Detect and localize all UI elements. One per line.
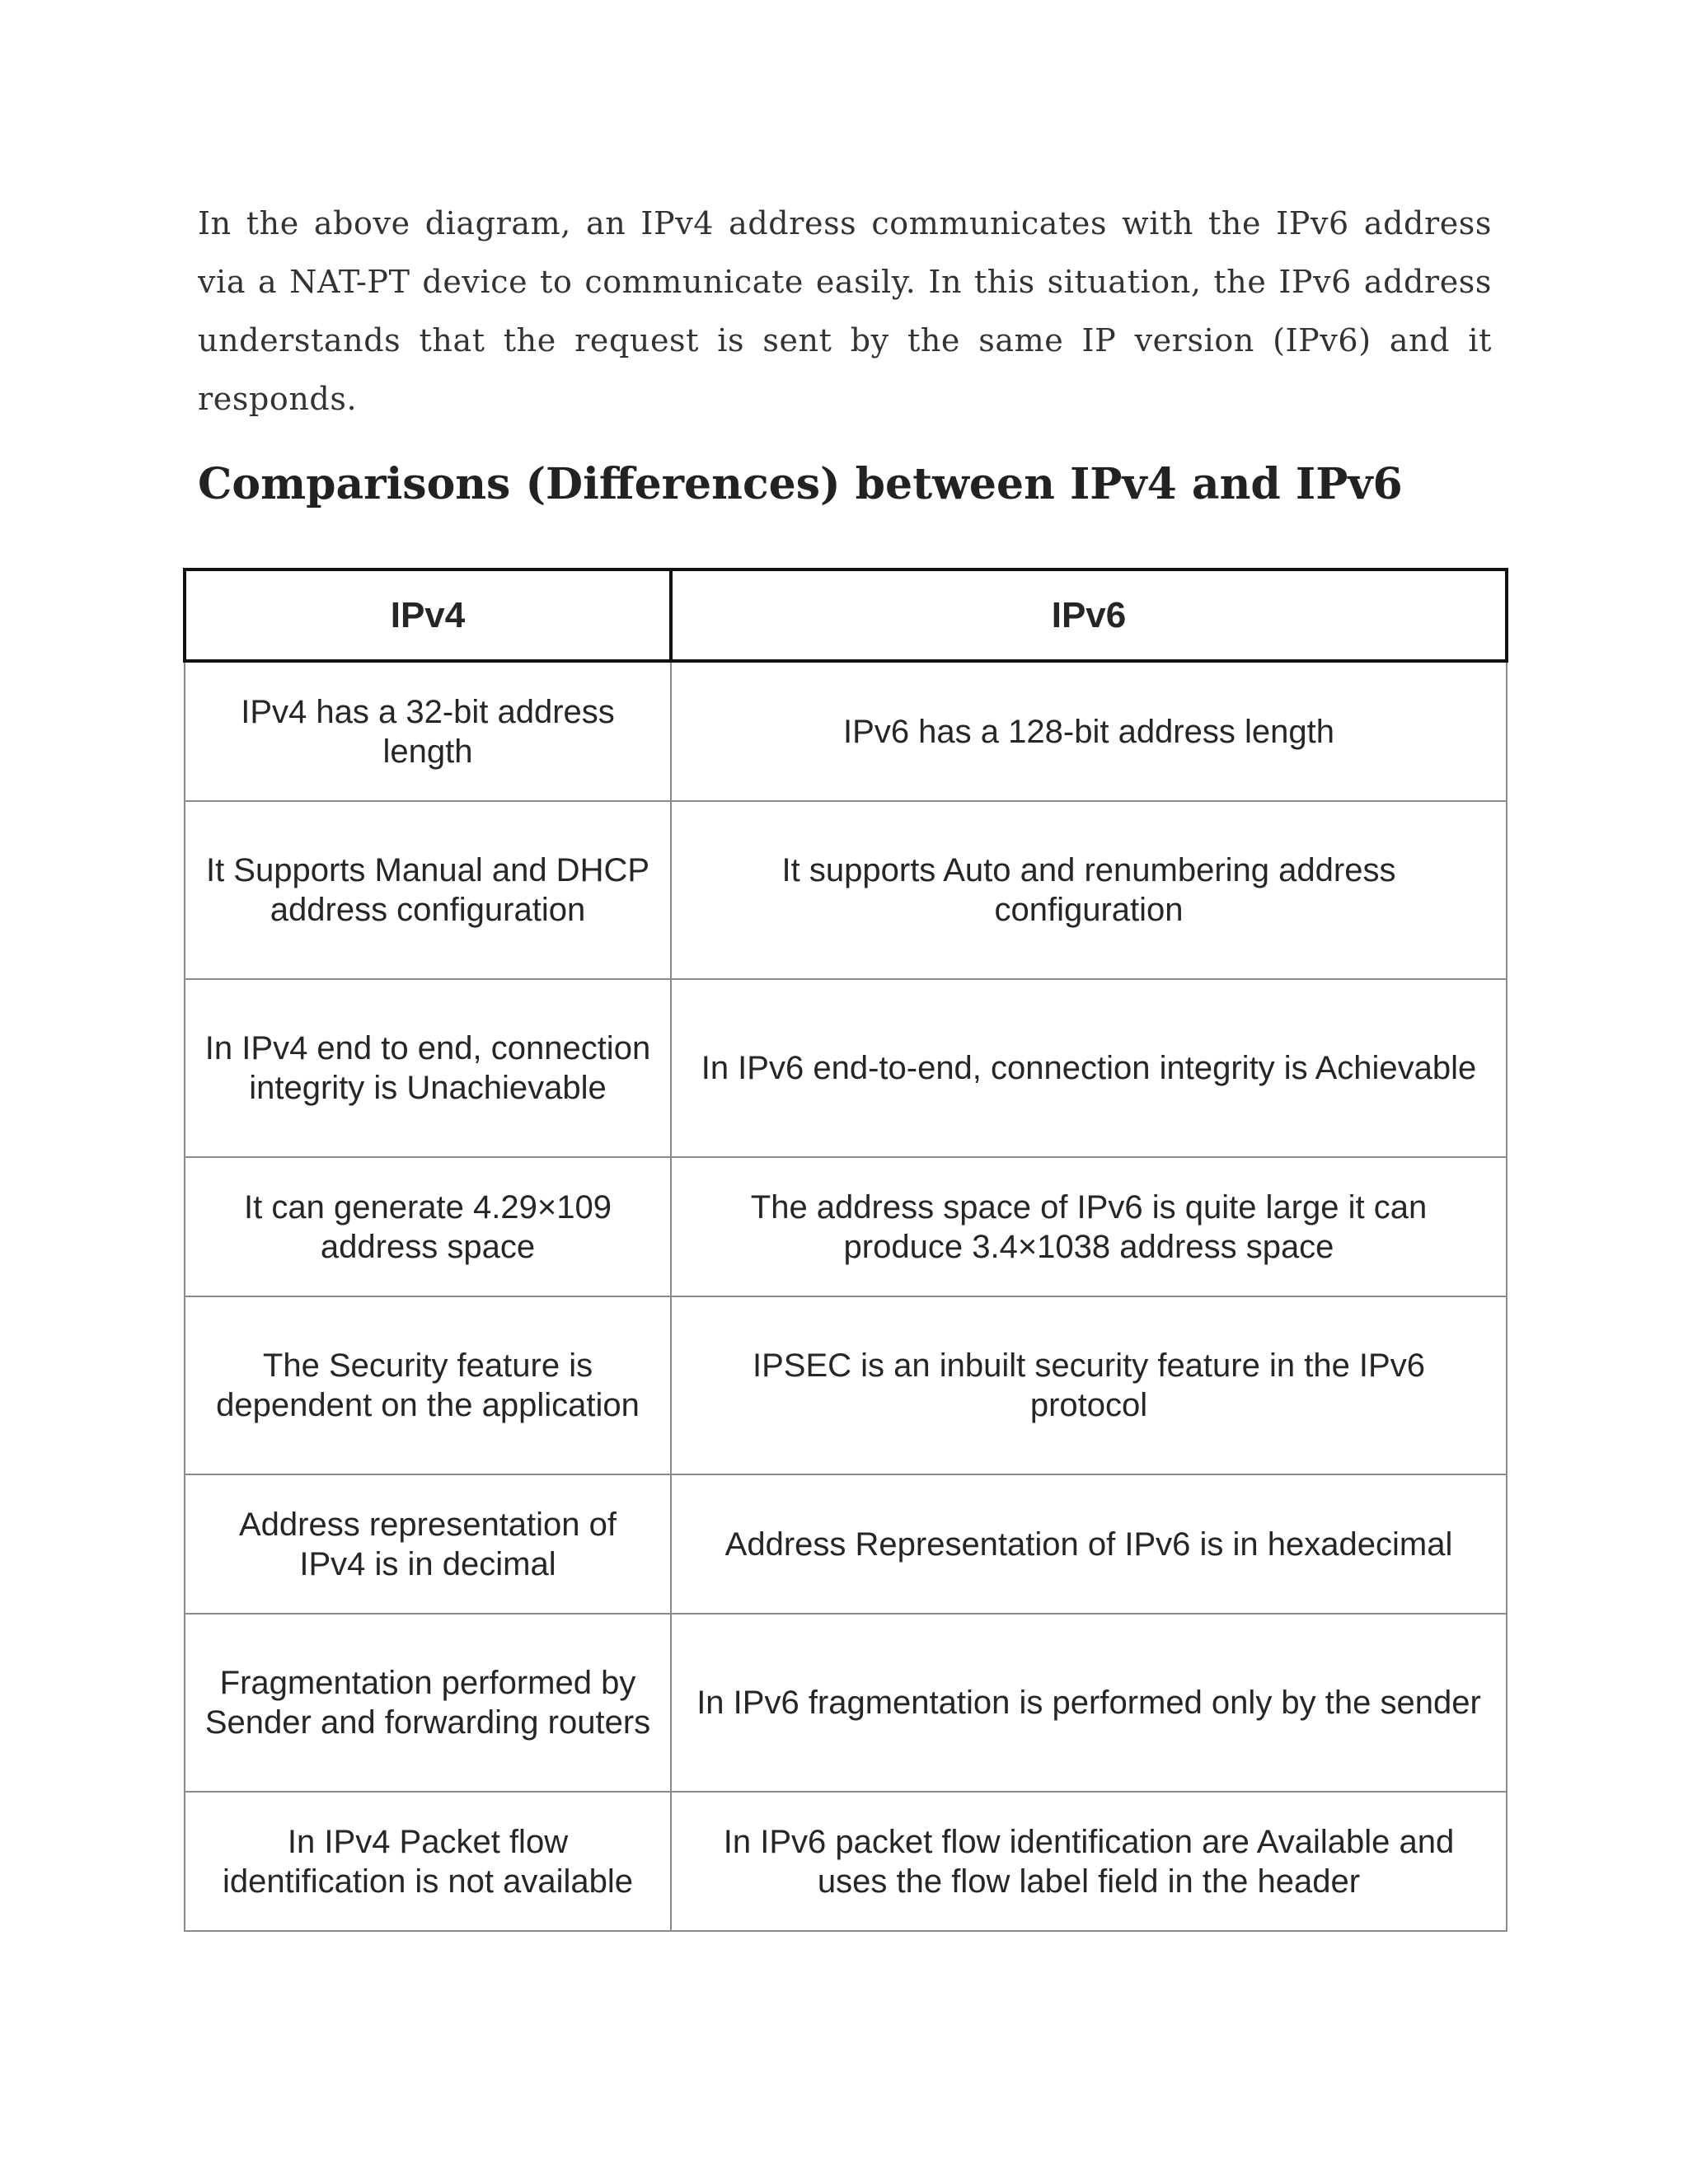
section-heading: Comparisons (Differences) between IPv4 and IPv6 — [198, 459, 1403, 509]
table-row — [185, 1157, 1507, 1296]
ipv4-cell: Fragmentation performed by Sender and forwarding routers — [185, 1614, 671, 1792]
ipv6-cell: IPv6 has a 128-bit address length — [671, 661, 1507, 801]
table-row — [185, 1792, 1507, 1931]
table-row — [185, 801, 1507, 979]
ipv6-cell: In IPv6 end-to-end, connection integrity is Achievable — [671, 979, 1507, 1157]
ipv6-cell: Address Representation of IPv6 is in hexadecimal — [671, 1474, 1507, 1614]
ipv4-cell: In IPv4 end to end, connection integrity is Unachievable — [185, 979, 671, 1157]
ipv6-cell: It supports Auto and renumbering address configuration — [671, 801, 1507, 979]
table-row — [185, 979, 1507, 1157]
ipv6-cell: In IPv6 packet flow identification are Available and uses the flow label field in the header — [671, 1792, 1507, 1931]
ipv4-cell: The Security feature is dependent on the application — [185, 1296, 671, 1474]
comparison-table — [183, 568, 1508, 1932]
ipv6-cell: IPSEC is an inbuilt security feature in the IPv6 protocol — [671, 1296, 1507, 1474]
ipv6-cell: The address space of IPv6 is quite large it can produce 3.4×1038 address space — [671, 1157, 1507, 1296]
header-ipv4: IPv4 — [185, 569, 671, 661]
table-row — [185, 661, 1507, 801]
table-row — [185, 1614, 1507, 1792]
ipv4-cell: It can generate 4.29×109 address space — [185, 1157, 671, 1296]
comparison-table-container — [183, 568, 1505, 1932]
ipv4-cell: In IPv4 Packet flow identification is not available — [185, 1792, 671, 1931]
ipv6-cell: In IPv6 fragmentation is performed only by the sender — [671, 1614, 1507, 1792]
ipv4-cell: It Supports Manual and DHCP address configuration — [185, 801, 671, 979]
ipv4-cell: Address representation of IPv4 is in decimal — [185, 1474, 671, 1614]
header-ipv6: IPv6 — [671, 569, 1507, 661]
table-row — [185, 1474, 1507, 1614]
intro-paragraph: In the above diagram, an IPv4 address communicates with the IPv6 address via a NAT-PT device to communicate easily. In this situation, the IPv6 address understands that the request is sent by the same IP version (IPv6) and it responds. — [198, 205, 1492, 417]
table-row — [185, 1296, 1507, 1474]
ipv4-cell: IPv4 has a 32-bit address length — [185, 661, 671, 801]
table-header-row — [185, 569, 1507, 661]
